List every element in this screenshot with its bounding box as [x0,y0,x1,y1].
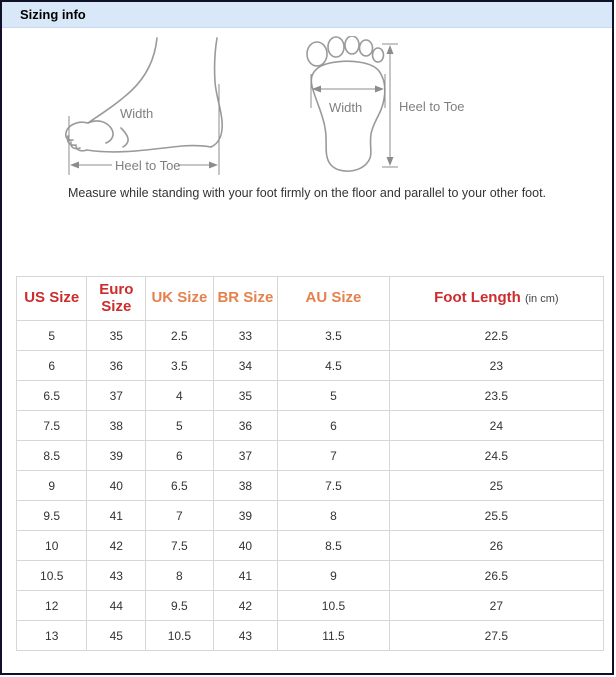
table-cell: 38 [213,471,278,501]
table-cell: 35 [213,381,278,411]
table-cell: 8 [278,501,390,531]
table-cell: 4 [146,381,214,411]
table-cell: 23 [389,351,603,381]
size-table-body [17,321,604,651]
table-cell: 13 [17,621,87,651]
table-cell: 24 [389,411,603,441]
table-cell: 10 [17,531,87,561]
table-cell: 41 [87,501,146,531]
table-cell: 25 [389,471,603,501]
table-cell: 6.5 [146,471,214,501]
table-cell: 11.5 [278,621,390,651]
table-cell: 9.5 [17,501,87,531]
table-cell: 7.5 [278,471,390,501]
measurement-diagrams [2,36,612,178]
measure-instructions: Measure while standing with your foot firmly on the floor and parallel to your other foot. [67,186,547,200]
table-cell: 27.5 [389,621,603,651]
top-width-label: Width [329,100,363,115]
table-cell: 42 [213,591,278,621]
table-cell: 6.5 [17,381,87,411]
table-cell: 10.5 [278,591,390,621]
foot-side-view-diagram [57,36,262,178]
table-cell: 8.5 [278,531,390,561]
table-row [17,501,604,531]
table-cell: 9 [278,561,390,591]
table-cell: 6 [17,351,87,381]
table-cell: 37 [213,441,278,471]
table-cell: 39 [87,441,146,471]
table-cell: 5 [17,321,87,351]
table-cell: 45 [87,621,146,651]
table-cell: 3.5 [278,321,390,351]
column-header-uk-size: UK Size [146,277,214,321]
table-row [17,561,604,591]
table-cell: 34 [213,351,278,381]
foot-bottom-view-diagram [300,36,475,178]
table-cell: 40 [87,471,146,501]
table-cell: 37 [87,381,146,411]
size-table-header [17,277,604,321]
table-cell: 9.5 [146,591,214,621]
side-width-label: Width [120,106,154,121]
table-cell: 33 [213,321,278,351]
table-cell: 7.5 [146,531,214,561]
table-row [17,531,604,561]
table-cell: 10.5 [146,621,214,651]
table-row [17,381,604,411]
table-cell: 7 [146,501,214,531]
table-cell: 36 [213,411,278,441]
table-row [17,441,604,471]
column-header-euro-size: Euro Size [87,277,146,321]
table-cell: 36 [87,351,146,381]
table-cell: 26.5 [389,561,603,591]
table-cell: 5 [278,381,390,411]
size-conversion-table [16,276,604,651]
table-cell: 40 [213,531,278,561]
table-row [17,591,604,621]
table-row [17,321,604,351]
table-cell: 38 [87,411,146,441]
table-cell: 26 [389,531,603,561]
table-row [17,621,604,651]
column-header-au-size: AU Size [278,277,390,321]
foot-length-unit: (in cm) [524,293,559,306]
table-cell: 25.5 [389,501,603,531]
table-cell: 41 [213,561,278,591]
table-cell: 4.5 [278,351,390,381]
table-cell: 5 [146,411,214,441]
column-header-br-size: BR Size [213,277,278,321]
table-cell: 27 [389,591,603,621]
table-cell: 44 [87,591,146,621]
table-row [17,471,604,501]
table-cell: 10.5 [17,561,87,591]
table-cell: 8 [146,561,214,591]
table-cell: 8.5 [17,441,87,471]
table-cell: 42 [87,531,146,561]
table-cell: 43 [213,621,278,651]
table-row [17,411,604,441]
top-heel-to-toe-label: Heel to Toe [399,99,465,114]
table-cell: 12 [17,591,87,621]
table-cell: 3.5 [146,351,214,381]
page-title: Sizing info [2,2,612,28]
table-cell: 6 [278,411,390,441]
table-cell: 35 [87,321,146,351]
column-header-foot-length: Foot Length (in cm) [389,277,603,321]
table-cell: 7.5 [17,411,87,441]
table-cell: 6 [146,441,214,471]
column-header-us-size: US Size [17,277,87,321]
table-cell: 7 [278,441,390,471]
table-cell: 2.5 [146,321,214,351]
table-cell: 23.5 [389,381,603,411]
table-cell: 39 [213,501,278,531]
table-cell: 22.5 [389,321,603,351]
table-cell: 9 [17,471,87,501]
table-cell: 43 [87,561,146,591]
table-row [17,351,604,381]
table-cell: 24.5 [389,441,603,471]
side-heel-to-toe-label: Heel to Toe [115,158,181,173]
